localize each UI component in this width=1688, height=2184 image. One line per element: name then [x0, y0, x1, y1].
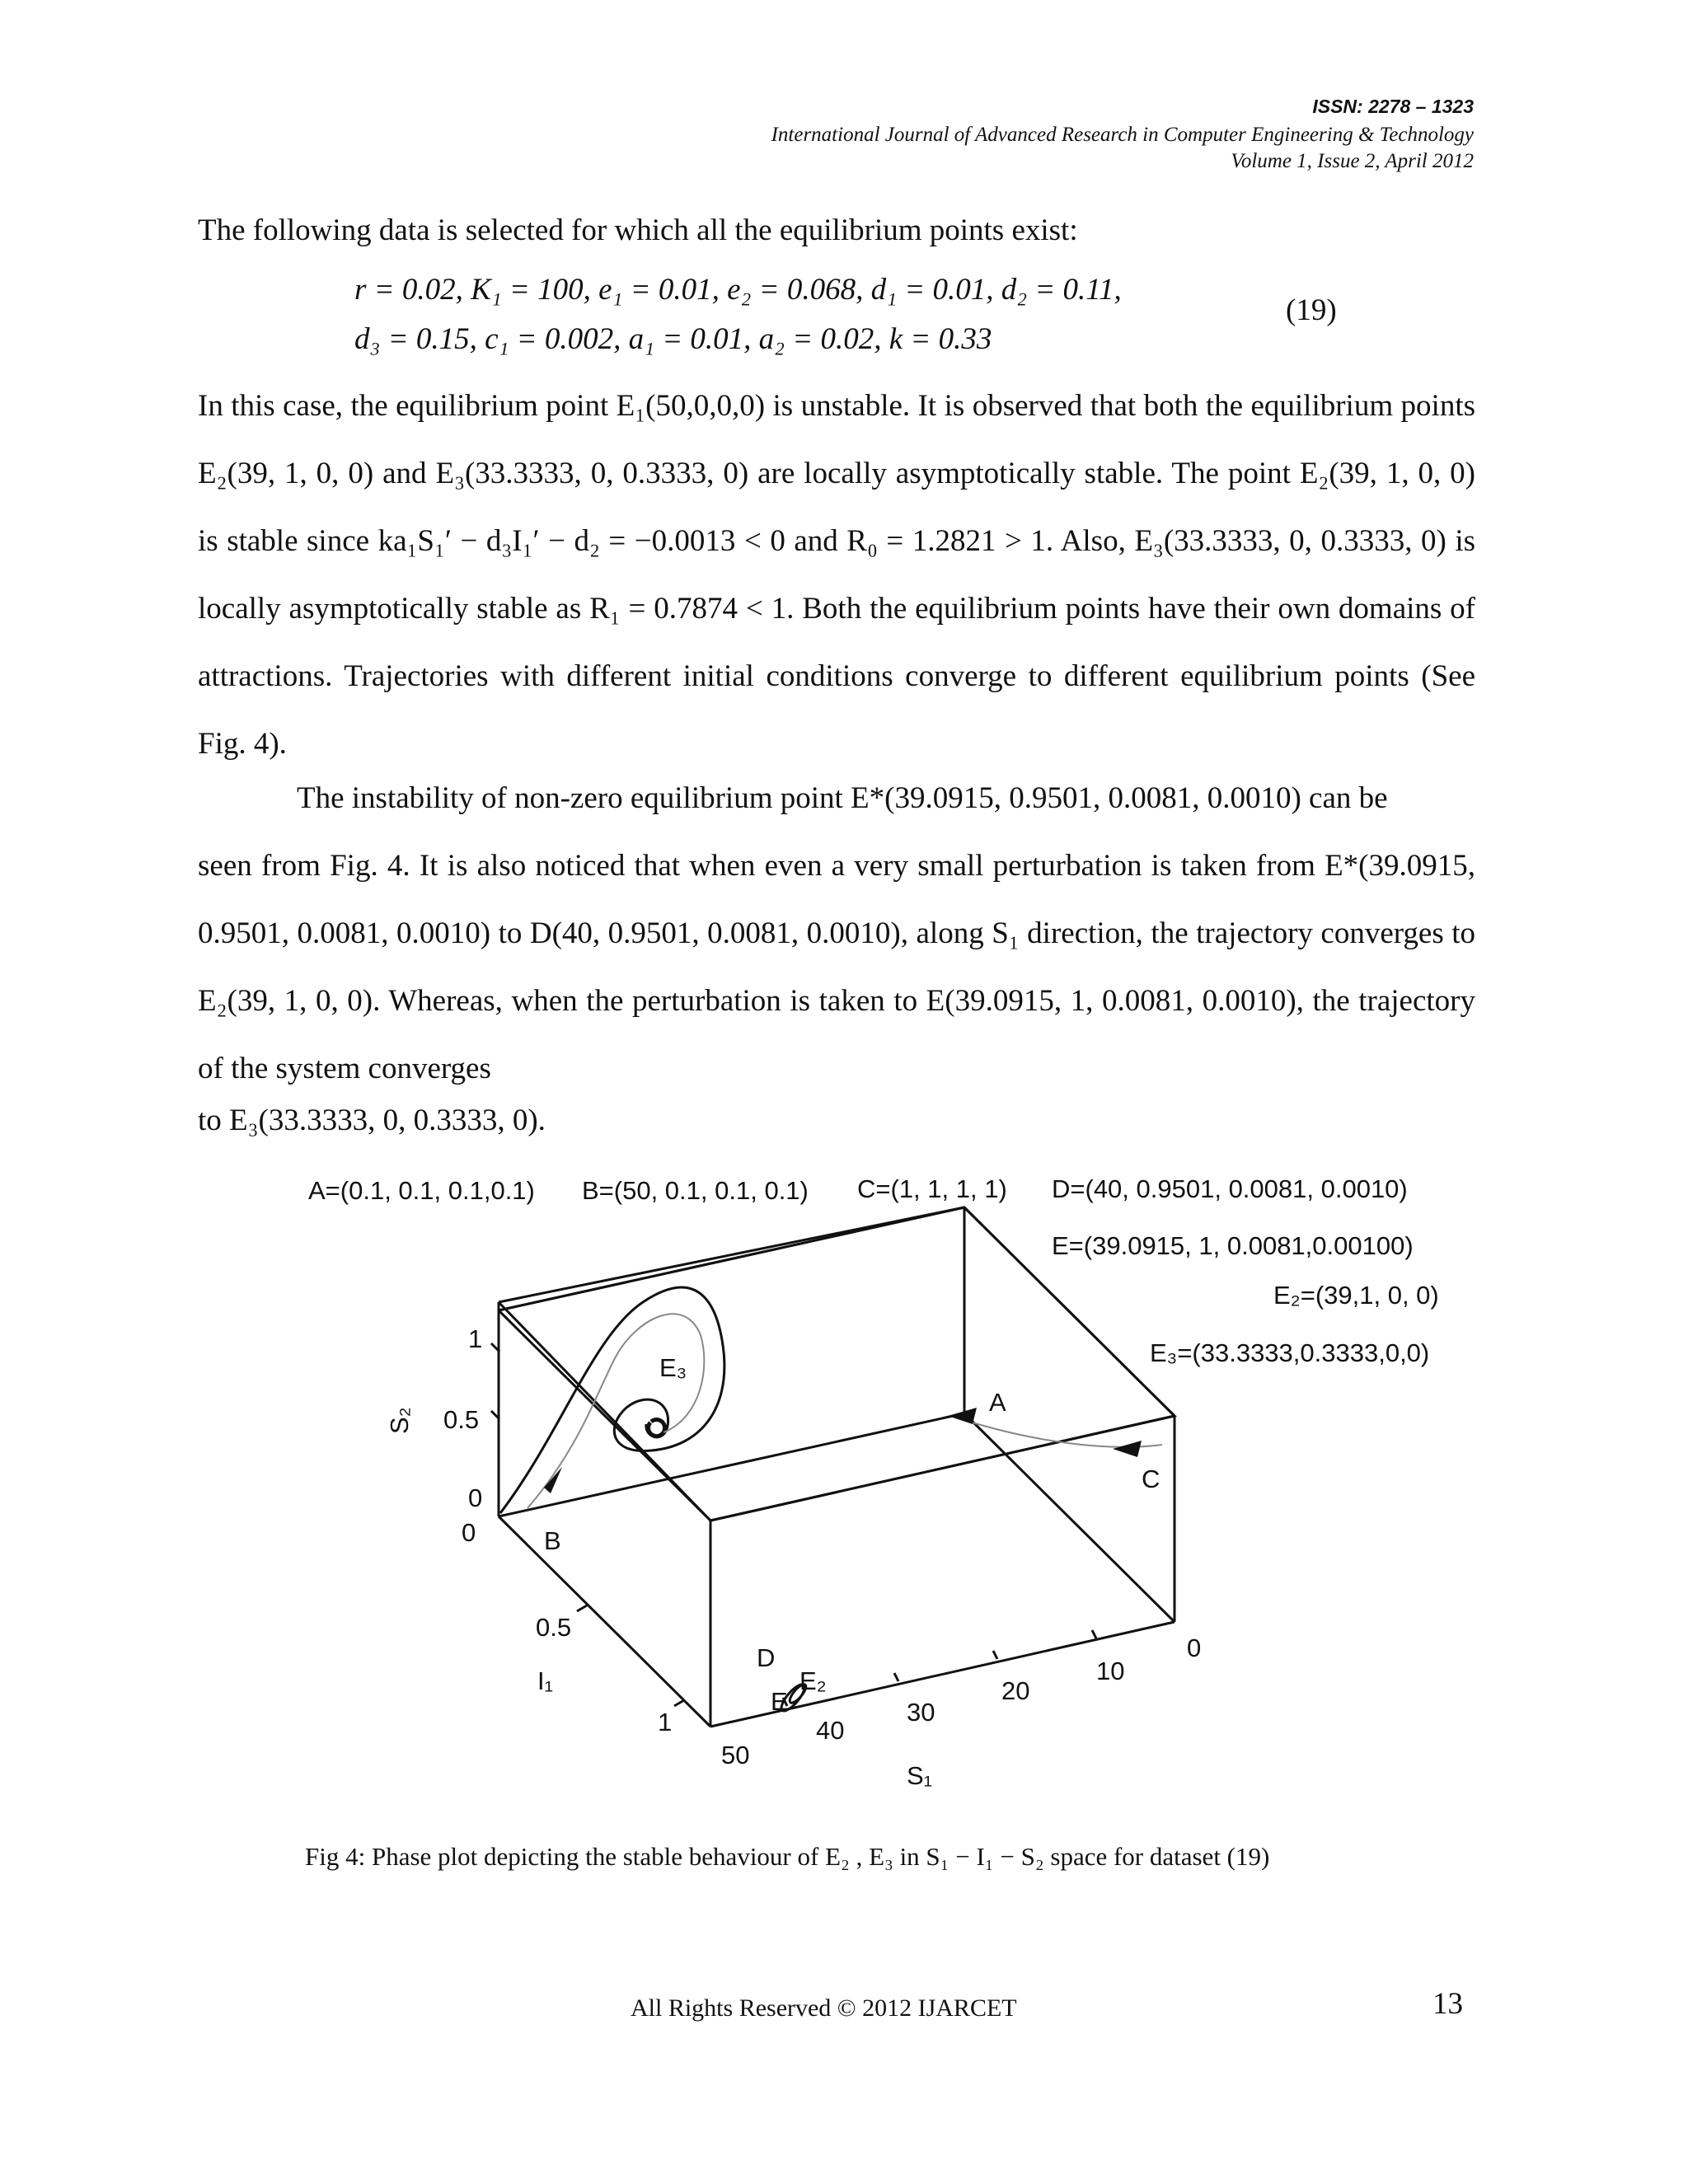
- s1-tick-20: 20: [1001, 1676, 1030, 1705]
- legend-b: B=(50, 0.1, 0.1, 0.1): [582, 1176, 809, 1205]
- point-e-label: E: [771, 1687, 788, 1716]
- top-back-edge: [499, 1207, 964, 1302]
- paragraph-2-first-line: The instability of non-zero equilibrium point E*(39.0915, 0.9501, 0.0081, 0.0010) can be: [297, 781, 1388, 815]
- volume-info: Volume 1, Issue 2, April 2012: [1231, 150, 1474, 172]
- legend-a: A=(0.1, 0.1, 0.1,0.1): [308, 1176, 535, 1205]
- equation-line-1: r = 0.02, K₁ = 100, e₁ = 0.01, e₂ = 0.068, d₁ = 0.01, d₂ = 0.11,: [354, 273, 1122, 307]
- paragraph-2-last-line: to E₃(33.3333, 0, 0.3333, 0).: [198, 1104, 546, 1137]
- i1-axis-label: I₁: [537, 1666, 554, 1695]
- i1-tick-0: 0: [462, 1518, 476, 1547]
- journal-name: International Journal of Advanced Research in Computer Engineering & Technology: [771, 124, 1474, 146]
- point-e3-label: E₃: [659, 1353, 687, 1382]
- s1-axis-label: S₁: [907, 1761, 933, 1790]
- s1-tick-50: 50: [721, 1741, 750, 1769]
- figure-caption: Fig 4: Phase plot depicting the stable behaviour of E₂ , E₃ in S₁ − I₁ − S₂ space for dataset (19): [305, 1842, 1270, 1871]
- legend-e2: E₂=(39,1, 0, 0): [1273, 1281, 1439, 1310]
- legend-d: D=(40, 0.9501, 0.0081, 0.0010): [1052, 1174, 1408, 1203]
- point-b-label: B: [544, 1526, 561, 1555]
- paragraph-2: seen from Fig. 4. It is also noticed that when even a very small perturbation is taken from E*(39.0915, 0.9501, 0.0081, 0.0010) to D(40, 0.9501, 0.0081, 0.0010), along S₁ direction, the trajectory converges to E₂(39, 1, 0, 0). Whereas, when the perturbation is taken to E(39.0915, 1, 0.0081, 0.0010), the trajectory of the system converges: [198, 849, 1475, 1085]
- legend-e3: E₃=(33.3333,0.3333,0,0): [1150, 1338, 1430, 1367]
- point-c-label: C: [1142, 1465, 1160, 1493]
- s1-tick-30: 30: [907, 1698, 935, 1727]
- intro-sentence: The following data is selected for which all the equilibrium points exist:: [198, 213, 1078, 247]
- legend-e: E=(39.0915, 1, 0.0081,0.00100): [1052, 1231, 1414, 1260]
- point-a-label: A: [989, 1388, 1006, 1417]
- equation-line-2: d₃ = 0.15, c₁ = 0.002, a₁ = 0.01, a₂ = 0.02, k = 0.33: [354, 322, 992, 356]
- paragraph-1: In this case, the equilibrium point E₁(50,0,0,0) is unstable. It is observed that both the equilibrium points E₂(39, 1, 0, 0) and E₃(33.3333, 0, 0.3333, 0) are locally asymptotically stable. The point E₂(39, 1, 0, 0) is stable since ka₁S₁′ − d₃I₁′ − d₂ = −0.0013 < 0 and R₀ = 1.2821 > 1. Also, E₃(33.3333, 0, 0.3333, 0) is locally asymptotically stable as R₁ = 0.7874 < 1. Both the equilibrium points have their own domains of attractions. Trajectories with different initial conditions converge to different equilibrium points (See Fig. 4).: [198, 389, 1475, 761]
- s1-tick-0: 0: [1187, 1633, 1202, 1662]
- point-e2-label: E₂: [799, 1666, 827, 1695]
- equation-number: (19): [1286, 293, 1337, 327]
- point-d-label: D: [757, 1643, 776, 1672]
- issn: ISSN: 2278 – 1323: [1312, 96, 1474, 117]
- axes-frame: [499, 1207, 1175, 1727]
- top-left-edge: [499, 1302, 710, 1521]
- s2-tick-05: 0.5: [443, 1405, 480, 1434]
- i1-axis: [499, 1516, 710, 1727]
- page-number: 13: [1432, 1987, 1463, 2021]
- legend-c: C=(1, 1, 1, 1): [857, 1174, 1007, 1203]
- i1-tick-05: 0.5: [536, 1613, 572, 1642]
- s2-tick-1: 1: [468, 1324, 483, 1353]
- s2-axis-label: S₂: [385, 1407, 414, 1434]
- top-front-edge: [710, 1416, 1175, 1521]
- i1-tick-1: 1: [658, 1708, 673, 1736]
- s2-tick-0: 0: [468, 1483, 483, 1512]
- s1-tick-40: 40: [816, 1716, 845, 1745]
- s1-tick-10: 10: [1096, 1657, 1125, 1685]
- rights-footer: All Rights Reserved © 2012 IJARCET: [631, 1994, 1017, 2022]
